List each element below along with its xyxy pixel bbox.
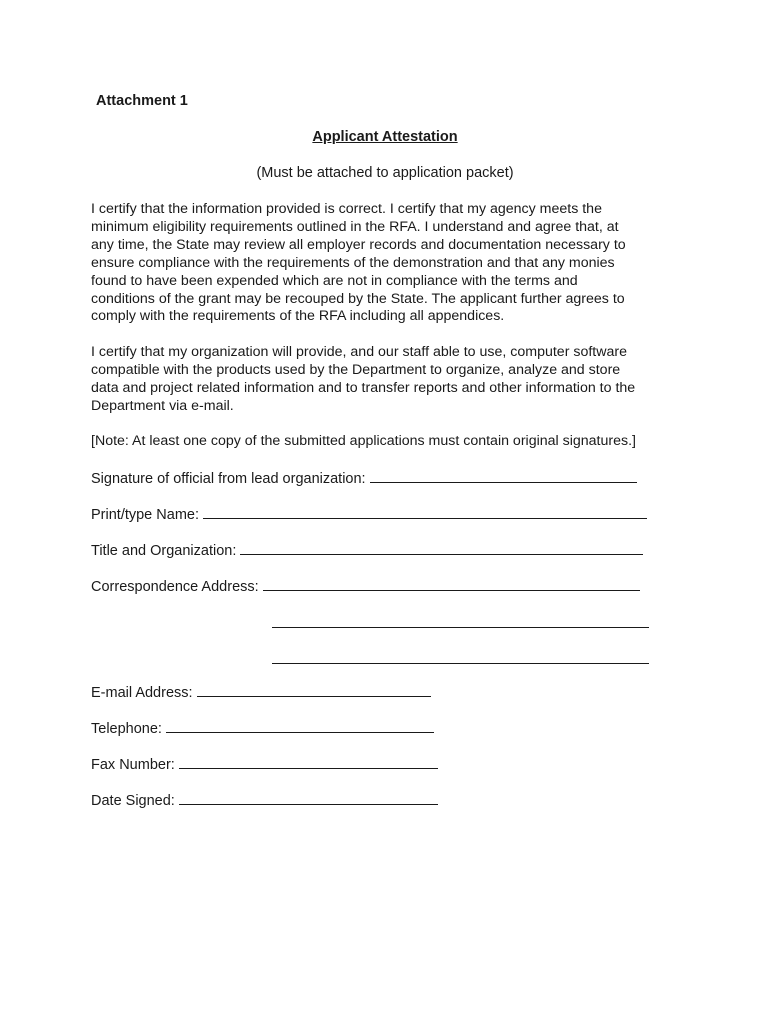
fax-field (91, 754, 438, 774)
signature-field (91, 468, 637, 488)
date-signed-label: Date Signed: (91, 793, 175, 809)
print-name-label: Print/type Name: (91, 507, 199, 523)
signature-note: [Note: At least one copy of the submitted applications must contain original signatures.] (91, 433, 636, 449)
telephone-field (91, 718, 434, 738)
date-signed-line[interactable] (179, 790, 438, 805)
fax-label: Fax Number: (91, 757, 175, 773)
telephone-label: Telephone: (91, 721, 162, 737)
address-line-3[interactable] (272, 663, 649, 664)
print-name-field (91, 504, 647, 524)
address-field (91, 576, 640, 596)
email-label: E-mail Address: (91, 685, 193, 701)
email-line[interactable] (197, 682, 431, 697)
signature-label: Signature of official from lead organization: (91, 471, 366, 487)
date-signed-field (91, 790, 438, 810)
document-subtitle: (Must be attached to application packet) (256, 165, 514, 181)
attachment-label: Attachment 1 (96, 93, 188, 109)
address-label: Correspondence Address: (91, 579, 259, 595)
title-organization-label: Title and Organization: (91, 543, 237, 559)
title-organization-field (91, 540, 643, 560)
title-organization-line[interactable] (240, 540, 643, 555)
print-name-line[interactable] (203, 504, 647, 519)
address-line-1[interactable] (263, 576, 640, 591)
fax-line[interactable] (179, 754, 438, 769)
telephone-line[interactable] (166, 718, 434, 733)
email-field (91, 682, 431, 702)
document-title: Applicant Attestation (312, 129, 458, 145)
signature-line[interactable] (370, 468, 637, 483)
address-line-2[interactable] (272, 627, 649, 628)
certification-paragraph-2: I certify that my organization will provide, and our staff able to use, computer software compatible with the products used by the Department to organize, analyze and store data and project related information and to transfer reports and other information to the Department via e-mail. (91, 344, 636, 414)
certification-paragraph-1: I certify that the information provided is correct. I certify that my agency meets the minimum eligibility requirements outlined in the RFA. I understand and agree that, at any time, the State may review all employer records and documentation necessary to ensure compliance with the requirements of the demonstration and that any monies found to have been expended which are not in compliance with the terms and conditions of the grant may be recouped by the State. The applicant further agrees to comply with the requirements of the RFA including all appendices. (91, 201, 626, 325)
